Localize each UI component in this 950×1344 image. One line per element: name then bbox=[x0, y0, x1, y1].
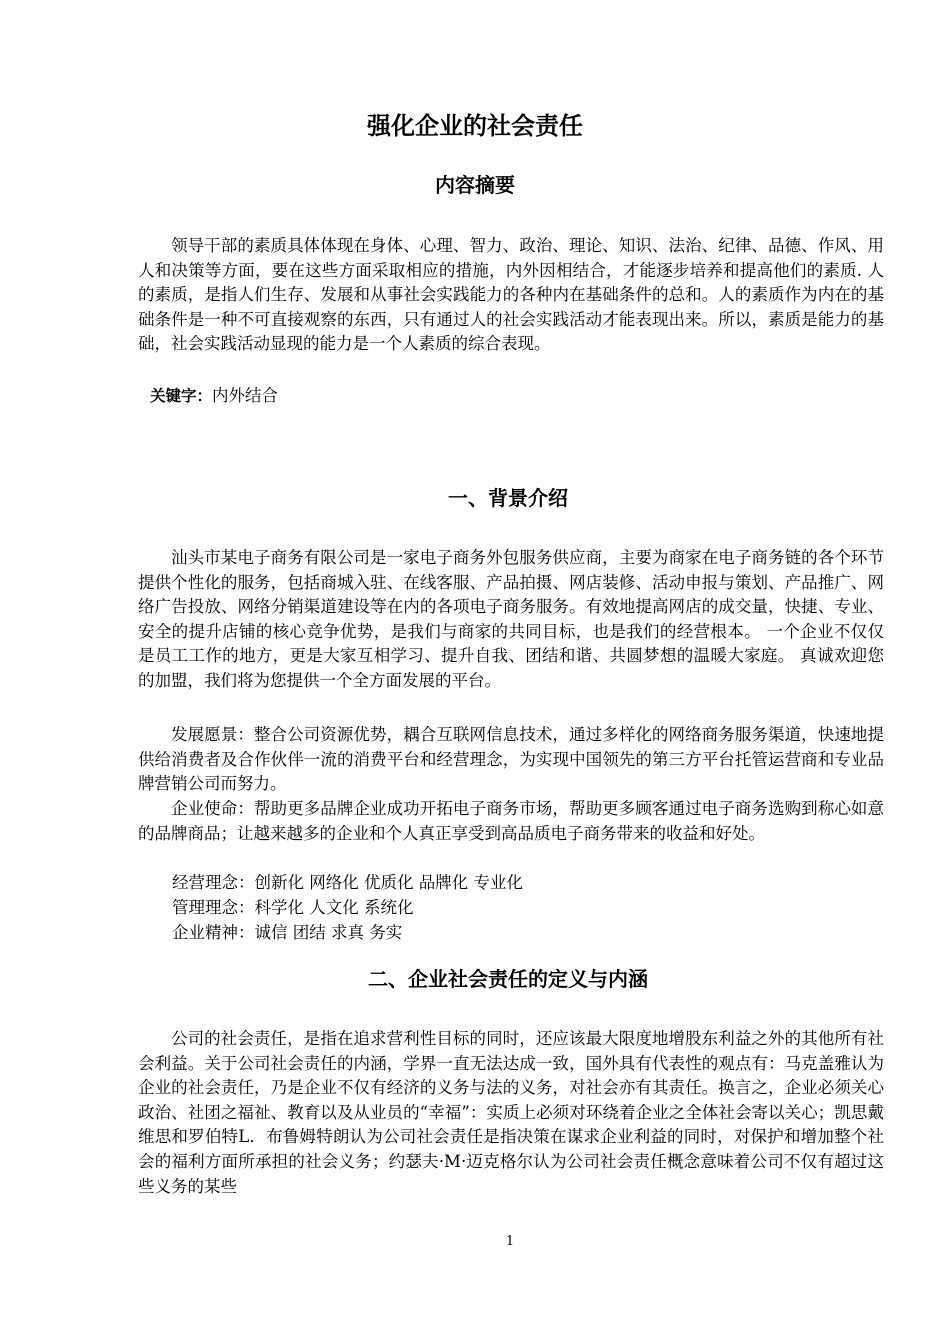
keywords-label: 关键字： bbox=[150, 387, 213, 405]
abstract-paragraph: 领导干部的素质具体体现在身体、心理、智力、政治、理论、知识、法治、纪律、品德、作风、用人和决策等方面，要在这些方面采取相应的措施，内外因相结合，才能逐步培养和提高他们的素质. 人的素质，是指人们生存、发展和从事社会实践能力的各种内在基础条件的总和。人的素质作为内在的基础条件是一种不可直接观察的东西，只有通过人的社会实践活动才能表现出来。所以，素质是能力的基础，社会实践活动显现的能力是一个人素质的综合表现。 bbox=[138, 236, 884, 354]
keywords-value: 内外结合 bbox=[212, 386, 279, 405]
enterprise-spirit-line: 企业精神：诚信 团结 求真 务实 bbox=[172, 923, 403, 942]
page-number: 1 bbox=[505, 1234, 515, 1249]
management-philosophy-line: 管理理念：科学化 人文化 系统化 bbox=[172, 898, 414, 917]
section-heading-definition: 二、企业社会责任的定义与内涵 bbox=[368, 967, 648, 991]
background-paragraph-mission: 企业使命：帮助更多品牌企业成功开拓电子商务市场，帮助更多顾客通过电子商务选购到称心如意的品牌商品；让越来越多的企业和个人真正享受到高品质电子商务带来的收益和好处。 bbox=[138, 799, 884, 843]
background-paragraph-vision: 发展愿景：整合公司资源优势，耦合互联网信息技术，通过多样化的网络商务服务渠道，快速地提供给消费者及合作伙伴一流的消费平台和经营理念，为实现中国领先的第三方平台托管运营商和专业品牌营销公司而努力。 bbox=[138, 725, 884, 794]
business-philosophy-line: 经营理念：创新化 网络化 优质化 品牌化 专业化 bbox=[172, 873, 523, 892]
document-title: 强化企业的社会责任 bbox=[367, 112, 583, 140]
definition-paragraph-1: 公司的社会责任，是指在追求营利性目标的同时，还应该最大限度地增股东利益之外的其他所有社会利益。关于公司社会责任的内涵，学界一直无法达成一致，国外具有代表性的观点有：马克盖雅认为企业的社会责任，乃是企业不仅有经济的义务与法的义务，对社会亦有其责任。换言之，企业必须关心政治、社团之福祉、教育以及从业员的“幸福”：实质上必须对环绕着企业之全体社会寄以关心；凯思戴维思和罗伯特L．布鲁姆特朗认为公司社会责任是指决策在谋求企业利益的同时，对保护和增加整个社会的福利方面所承担的社会义务；约瑟夫·M·迈克格尔认为公司社会责任概念意味着公司不仅有超过这些义务的某些 bbox=[138, 1029, 884, 1196]
keywords-line bbox=[150, 384, 278, 409]
section-heading-background: 一、背景介绍 bbox=[448, 486, 568, 510]
abstract-heading: 内容摘要 bbox=[435, 173, 515, 197]
background-paragraph-1: 汕头市某电子商务有限公司是一家电子商务外包服务供应商，主要为商家在电子商务链的各个环节提供个性化的服务，包括商城入驻、在线客服、产品拍摄、网店装修、活动申报与策划、产品推广、网络广告投放、网络分销渠道建设等在内的各项电子商务服务。有效地提高网店的成交量，快捷、专业、安全的提升店铺的核心竞争优势，是我们与商家的共同目标，也是我们的经营根本。 一个企业不仅仅是员工工作的地方，更是大家互相学习、提升自我、团结和谐、共圆梦想的温暖大家庭。 真诚欢迎您的加盟，我们将为您提供一个全方面发展的平台。 bbox=[138, 548, 884, 690]
